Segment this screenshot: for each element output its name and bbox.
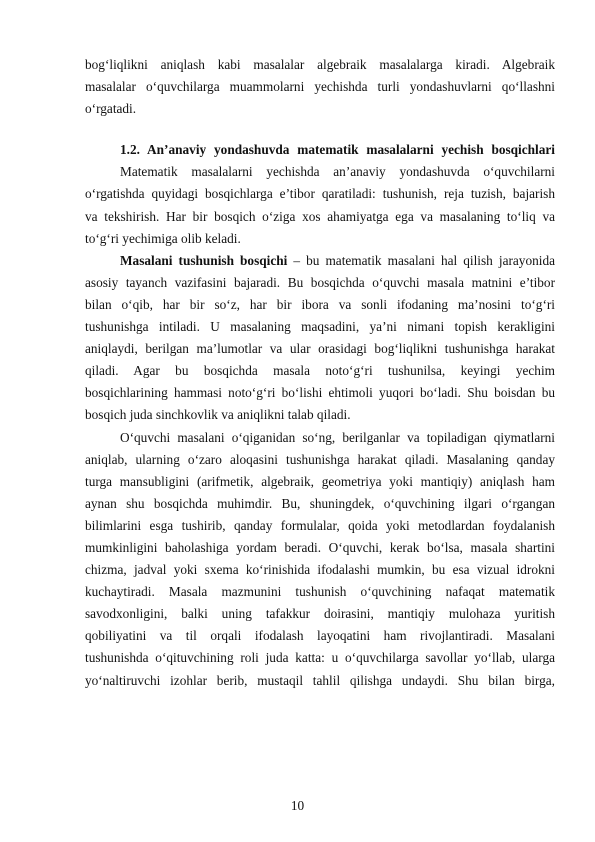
text-line: bilimlarini esga tushirib, qanday formulalar, qoida yoki metodlardan foydalanish bbox=[85, 517, 555, 533]
text-line: bosqichlarining hammasi noto‘g‘ri bo‘lishi ehtimoli yuqori bo‘ladi. Shu boisdan bu bbox=[85, 385, 555, 401]
text-line: bog‘liqlikni aniqlash kabi masalalar algebraik masalalarga kiradi. Algebraik bbox=[85, 57, 555, 72]
text-line: masalalar o‘quvchilarga muammolarni yechishda turli yondashuvlarni qo‘llashni bbox=[85, 79, 555, 95]
text-line: qobiliyatini va til orqali ifodalash layoqatini ham rivojlantiradi. Masalani bbox=[85, 628, 555, 644]
text-run: – bu matematik masalani hal qilish jarayonida bbox=[287, 252, 555, 268]
text-line: asosiy tayanch vazifasini bajaradi. Bu bosqichda o‘quvchi masala matnini e’tibor bbox=[85, 274, 555, 290]
text-line: o‘rgatishda quyidagi bosqichlarga e’tibor qaratiladi: tushunish, reja tuzish, bajarish bbox=[85, 186, 555, 202]
text-line bbox=[85, 250, 555, 272]
text-line: O‘quvchi masalani o‘qiganidan so‘ng, berilganlar va topiladigan qiymatlarni bbox=[120, 429, 555, 445]
paragraph-understanding-stage bbox=[85, 250, 555, 427]
paragraph-overview bbox=[85, 161, 555, 249]
document-page bbox=[85, 54, 555, 692]
term-understanding-stage: Masalani tushunish bosqichi bbox=[120, 252, 288, 268]
text-line: aniqlab, ularning o‘zaro aloqasini tushunishga harakat qiladi. Masalaning qanday bbox=[85, 451, 555, 467]
text-line: Matematik masalalarni yechishda an’anaviy yondashuvda o‘quvchilarni bbox=[120, 164, 555, 180]
paragraph-analysis bbox=[85, 427, 555, 692]
intro-paragraph bbox=[85, 54, 555, 120]
text-line: o‘rgatadi. bbox=[85, 101, 137, 117]
paragraph-gap bbox=[85, 120, 555, 139]
text-line: yo‘naltiruvchi izohlar berib, mustaqil tahlil qilishga undaydi. Shu bilan birga, bbox=[85, 672, 555, 688]
text-line: bilan o‘qib, har bir so‘z, har bir ibora va sonli ifodaning ma’nosini to‘g‘ri bbox=[85, 296, 555, 312]
section-heading: 1.2. An’anaviy yondashuvda matematik masalalarni yechish bosqichlari bbox=[120, 142, 555, 158]
text-line: tushunishda o‘qituvchining roli juda katta: u o‘quvchilarga savollar yo‘llab, ularga bbox=[85, 650, 555, 666]
text-line: kuchaytiradi. Masala mazmunini tushunish o‘quvchining nafaqat matematik bbox=[85, 584, 555, 600]
text-line: tushunishga intiladi. U masalaning maqsadini, ya’ni nimani topish kerakligini bbox=[85, 319, 555, 335]
text-line: turga mansubligini (arifmetik, algebraik, geometriya yoki mantiqiy) aniqlash ham bbox=[85, 473, 555, 489]
text-line: va tekshirish. Har bir bosqich o‘ziga xos ahamiyatga ega va masalaning to‘liq va bbox=[85, 208, 555, 224]
text-line: aynan shu bosqichda muhimdir. Bu, shuningdek, o‘quvchining ilgari o‘rgangan bbox=[85, 495, 555, 511]
text-line: savodxonligini, balki uning tafakkur doirasini, mantiqiy mulohaza yuritish bbox=[85, 606, 555, 622]
text-line: to‘g‘ri yechimiga olib keladi. bbox=[85, 230, 241, 246]
page-number: 10 bbox=[290, 798, 305, 813]
text-line: bosqich juda sinchkovlik va aniqlikni talab qiladi. bbox=[85, 407, 351, 423]
text-line: mumkinligini baholashiga yordam beradi. O‘quvchi, kerak bo‘lsa, masala shartini bbox=[85, 539, 555, 555]
text-line: qiladi. Agar bu bosqichda masala noto‘g‘ri tushunilsa, keyingi yechim bbox=[85, 363, 555, 379]
text-line: aniqlaydi, berilgan ma’lumotlar va ular orasidagi bog‘liqlikni tushunishga harakat bbox=[85, 341, 555, 357]
text-line: chizma, jadval yoki sxema ko‘rinishida ifodalashi mumkin, bu esa vizual idrokni bbox=[85, 562, 555, 578]
